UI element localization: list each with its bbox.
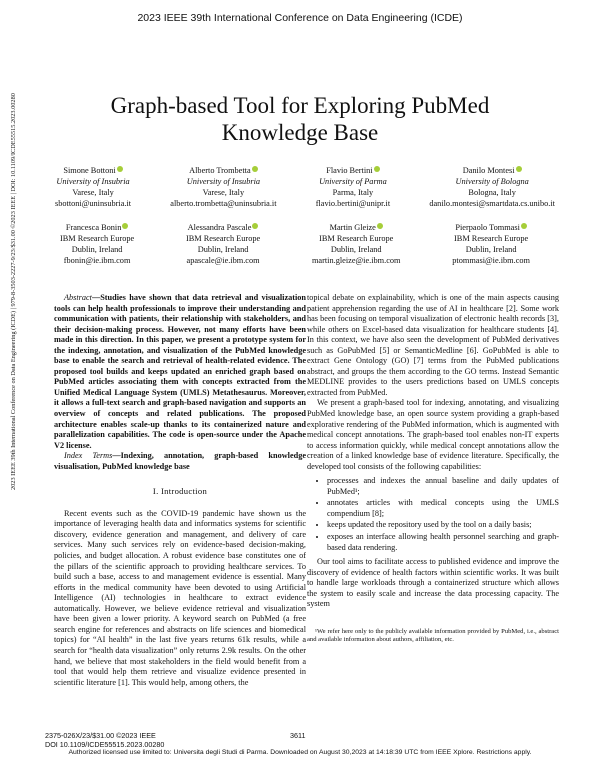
page-number: 3611 bbox=[290, 731, 306, 740]
abstract-text: —Studies have shown that data retrieval and visualization tools can help health professionals to improve their understanding and communication with patients, their relationship with stakeholders, and their decision-making process. However, not many efforts have been made in this direction. In this paper, we present a prototype system for the indexing, annotation, and visualization of the PubMed knowledge base to enable the search and retrieval of health-related evidence. The proposed tool builds and keeps updated an enriched graph based on PubMed articles associating them with concepts extracted from the Unified Medical Language System (UMLS) Metathesaurus. Moreover, it allows a full-text search and graph-based navigation and supports an overview of concepts and related publications. The proposed architecture enables scale-up thanks to its containerized nature and parallelization capabilities. The code is open-source under the Apache V2 license. bbox=[54, 293, 306, 450]
author-block bbox=[60, 222, 134, 266]
intro-paragraph-1: Recent events such as the COVID-19 pandemic have shown us the importance of leveraging health data and informatics systems for scientific discovery, evidence generation and management, and delivery of care services. Many such services rely on evidence-based decision-making, policies, and budget allocation. A robust evidence base constitutes one of the pillars of the scientific approach to providing healthcare services. To build such a base, access to and management evidence is essential. Many efforts in the medical community have been devoted to using Artificial Intelligence (AI) technologies in healthcare to extract evidence automatically. However, we believe evidence retrieval and visualization have been given a lower priority. A keyword search on PubMed (a free search engine for references and abstracts on life sciences and biomedical topics) for “AI health” in the last five years returns 61k results, while a search for “health data visualization” only returns 2.9k results. On the other hand, we believe that most stakeholders in the field would benefit from a tool that would help them retrieve and visualize evidence presented in scientific literature [1]. This would help, among others, the bbox=[54, 508, 306, 687]
left-column bbox=[54, 293, 306, 688]
author-affiliation: IBM Research Europe bbox=[60, 234, 135, 243]
author-location: Dublin, Ireland bbox=[197, 245, 249, 254]
author-email[interactable]: flavio.bertini@unipr.it bbox=[315, 199, 391, 208]
side-citation-text: 2023 IEEE 39th International Conference on Data Engineering (ICDE) | 979-8-3503-2227-9/23/$31.00 ©2023 IEEE | DOI: 10.1109/ICDE55515.2023.00280 bbox=[10, 93, 17, 490]
conference-header: 2023 IEEE 39th International Conference on Data Engineering (ICDE) bbox=[137, 12, 463, 24]
author-name: Flavio Bertini bbox=[316, 165, 390, 176]
author-name: Simone Bottoni bbox=[55, 165, 131, 176]
author-affiliation: University of Bologna bbox=[455, 177, 529, 186]
author-email[interactable]: sbottoni@uninsubria.it bbox=[55, 199, 132, 208]
author-affiliation: University of Parma bbox=[319, 177, 387, 186]
list-item: • keeps updated the repository used by the tool on a daily basis; bbox=[327, 520, 559, 531]
author-location: Bologna, Italy bbox=[468, 188, 516, 197]
author-email[interactable]: apascale@ie.ibm.com bbox=[186, 256, 260, 265]
author-affiliation: University of Insubria bbox=[186, 177, 261, 186]
author-location: Varese, Italy bbox=[202, 188, 245, 197]
index-terms-text: —Indexing, annotation, graph-based knowledge visualisation, PubMed knowledge base bbox=[54, 451, 306, 471]
author-block bbox=[316, 165, 390, 209]
copyright-line: 2375-026X/23/$31.00 ©2023 IEEE bbox=[45, 731, 156, 740]
author-block bbox=[429, 165, 555, 209]
list-item: • annotates articles with medical concepts using the UMLS compendium [8]; bbox=[327, 498, 559, 519]
author-location: Dublin, Ireland bbox=[330, 245, 382, 254]
index-terms bbox=[54, 451, 306, 472]
capabilities-list bbox=[307, 476, 559, 553]
author-location: Parma, Italy bbox=[332, 188, 374, 197]
author-block bbox=[170, 165, 276, 209]
author-location: Dublin, Ireland bbox=[71, 245, 123, 254]
author-name: Alessandra Pascale bbox=[186, 222, 260, 233]
index-terms-label: Index Terms bbox=[64, 451, 113, 461]
author-email[interactable]: martin.gleize@ie.ibm.com bbox=[311, 256, 401, 265]
footnote: ¹We refer here only to the publicly available information provided by PubMed, i.e., abstract and available information about authors, affiliation, etc. bbox=[307, 627, 559, 644]
author-affiliation: University of Insubria bbox=[56, 177, 130, 186]
section-heading-introduction: I. Introduction bbox=[152, 486, 208, 497]
author-location: Varese, Italy bbox=[72, 188, 114, 197]
list-item: • processes and indexes the annual baseline and daily updates of PubMed¹; bbox=[327, 476, 559, 497]
author-block bbox=[55, 165, 131, 209]
author-block bbox=[452, 222, 530, 266]
author-affiliation: IBM Research Europe bbox=[185, 234, 261, 243]
abstract bbox=[54, 293, 306, 451]
footer-left bbox=[45, 732, 164, 749]
author-email[interactable]: fbonin@ie.ibm.com bbox=[63, 256, 131, 265]
author-name: Martin Gleize bbox=[312, 222, 401, 233]
paper-title bbox=[0, 92, 600, 146]
title-line-1: Graph-based Tool for Exploring PubMed bbox=[110, 93, 490, 118]
author-affiliation: IBM Research Europe bbox=[319, 234, 394, 243]
title-line-2: Knowledge Base bbox=[221, 120, 379, 145]
author-name: Danilo Montesi bbox=[429, 165, 555, 176]
license-notice: Authorized licensed use limited to: Universita degli Studi di Parma. Downloaded on August 30,2023 at 14:18:39 UTC from IEEE Xplore. Restrictions apply. bbox=[68, 749, 532, 756]
intro-paragraph-2: We present a graph-based tool for indexing, annotating, and visualizing PubMed knowledge base, an open source system providing a graph-based explorative rendering of the PubMed information, which is augmented with medical concept annotations. The graph-based tool enables non-IT experts to access information quickly, while medical concept annotations allow the creation of a linked knowledge base of evidence literature. Specifically, the developed tool consists of the following capabilities: bbox=[307, 398, 559, 471]
author-row-1 bbox=[55, 165, 555, 209]
author-email[interactable]: ptommasi@ie.ibm.com bbox=[452, 256, 530, 265]
author-email[interactable]: alberto.trombetta@uninsubria.it bbox=[170, 199, 277, 208]
author-name: Francesca Bonin bbox=[60, 222, 134, 233]
list-item: • exposes an interface allowing health personnel searching and graph-based data rendering. bbox=[327, 532, 559, 553]
intro-paragraph-3: Our tool aims to facilitate access to published evidence and improve the discovery of evidence of health factors within scientific works. It was built to handle large workloads through a containerized structure which allows the system to easily scale and increase the data processing capacity. The system bbox=[307, 557, 559, 609]
abstract-label: Abstract bbox=[64, 293, 92, 302]
author-block bbox=[312, 222, 401, 266]
author-affiliation: IBM Research Europe bbox=[454, 234, 529, 243]
author-location: Dublin, Ireland bbox=[465, 245, 517, 254]
author-email[interactable]: danilo.montesi@smartdata.cs.unibo.it bbox=[429, 199, 555, 208]
intro-paragraph-1-continued: topical debate on explainability, which is one of the main aspects causing patient apprehension regarding the use of AI in healthcare [2]. Some work has been focusing on temporal visualization of electronic health records [3], while others on Excel-based data visualization for healthcare students [4]. In this context, we have also seen the development of PubMed derivatives such as GoPubMed [5] or SemanticMedline [6]. GoPubMed is able to extract Gene Ontology (GO) [7] terms from the PubMed publications abstract, and groups the them according to the GO terms. Instead Semantic MEDLINE provides to the users predictions based on UMLS concepts extracted from PubMed. bbox=[307, 293, 559, 397]
doi-line: DOI 10.1109/ICDE55515.2023.00280 bbox=[45, 739, 165, 749]
author-block bbox=[186, 222, 260, 266]
right-column bbox=[307, 293, 559, 645]
author-name: Alberto Trombetta bbox=[170, 165, 276, 176]
author-row-2 bbox=[60, 222, 530, 266]
author-name: Pierpaolo Tommasi bbox=[452, 222, 530, 233]
